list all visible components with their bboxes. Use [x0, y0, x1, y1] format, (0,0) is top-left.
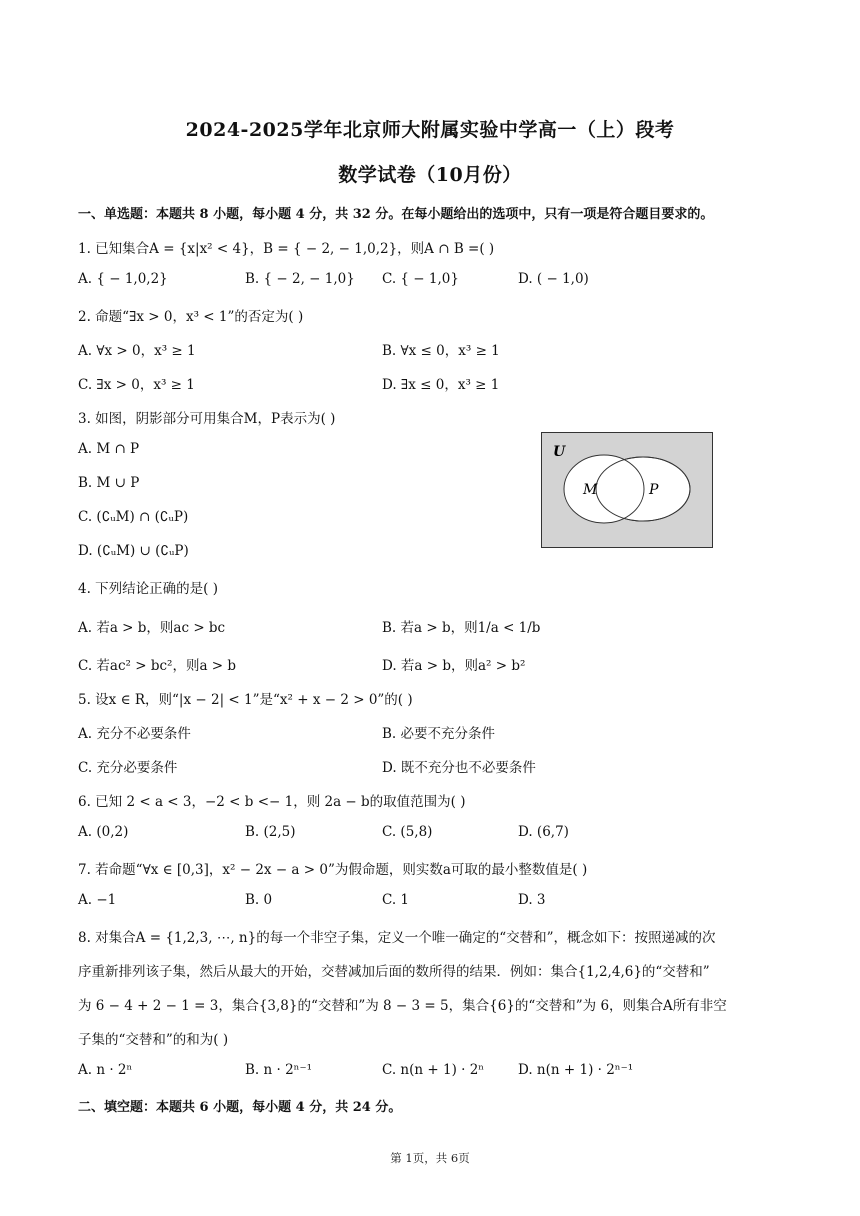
question-8-option-c: C. n(n + 1) · 2ⁿ	[382, 1062, 485, 1078]
question-2-stem: 2. 命题“∃x > 0，x³ < 1”的否定为( )	[78, 309, 304, 325]
question-5-option-c: C. 充分必要条件	[78, 760, 178, 776]
exam-subtitle: 数学试卷（10月份）	[338, 164, 522, 186]
venn-set-m	[564, 455, 644, 523]
question-4-option-d: D. 若a > b，则a² > b²	[382, 658, 526, 674]
question-5-stem: 5. 设x ∈ R，则“|x − 2| < 1”是“x² + x − 2 > 0”的( )	[78, 692, 413, 708]
question-2-option-a: A. ∀x > 0，x³ ≥ 1	[78, 343, 196, 359]
question-3-option-d: D. (∁ᵤM) ∪ (∁ᵤP)	[78, 543, 189, 559]
question-3-option-a: A. M ∩ P	[78, 441, 140, 457]
question-4-option-a: A. 若a > b，则ac > bc	[78, 620, 226, 636]
question-1-option-a: A. { − 1,0,2}	[78, 271, 168, 287]
question-3-option-c: C. (∁ᵤM) ∩ (∁ᵤP)	[78, 509, 189, 525]
page-footer: 第 1页，共 6页	[390, 1151, 470, 1165]
question-7-option-a: A. −1	[78, 892, 117, 908]
question-4-option-c: C. 若ac² > bc²，则a > b	[78, 658, 237, 674]
question-1-stem: 1. 已知集合A = {x|x² < 4}，B = { − 2, − 1,0,2}，则A ∩ B =( )	[78, 241, 495, 257]
question-4-option-b: B. 若a > b，则1/a < 1/b	[382, 620, 541, 636]
question-8-stem-line-4: 子集的“交替和”的和为( )	[78, 1032, 229, 1048]
question-6-option-d: D. (6,7)	[518, 824, 569, 840]
question-6-option-b: B. (2,5)	[245, 824, 296, 840]
venn-label-p: P	[649, 482, 659, 498]
question-1-option-c: C. { − 1,0}	[382, 271, 459, 287]
question-5-option-d: D. 既不充分也不必要条件	[382, 760, 536, 776]
question-8-stem-line-2: 序重新排列该子集，然后从最大的开始，交替减加后面的数所得的结果．例如：集合{1,2,4,6}的“交替和”	[78, 964, 710, 980]
question-8-stem-line-1: 8. 对集合A = {1,2,3, ⋯, n}的每一个非空子集，定义一个唯一确定的“交替和”，概念如下：按照递减的次	[78, 930, 716, 946]
question-1-option-d: D. ( − 1,0)	[518, 271, 589, 287]
question-6-option-c: C. (5,8)	[382, 824, 433, 840]
venn-label-m: M	[583, 482, 598, 498]
question-7-option-c: C. 1	[382, 892, 410, 908]
question-5-option-b: B. 必要不充分条件	[382, 726, 496, 742]
question-8-stem-line-3: 为 6 − 4 + 2 − 1 = 3，集合{3,8}的“交替和”为 8 − 3 = 5，集合{6}的“交替和”为 6，则集合A所有非空	[78, 998, 727, 1014]
question-3-option-b: B. M ∪ P	[78, 475, 140, 491]
question-7-option-d: D. 3	[518, 892, 546, 908]
question-5-option-a: A. 充分不必要条件	[78, 726, 191, 742]
section-heading-fill-in: 二、填空题：本题共 6 小题，每小题 4 分，共 24 分。	[78, 1100, 402, 1115]
question-7-stem: 7. 若命题“∀x ∈ [0,3]，x² − 2x − a > 0”为假命题，则实数a可取的最小整数值是( )	[78, 862, 588, 878]
exam-title: 2024-2025学年北京师大附属实验中学高一（上）段考	[185, 119, 675, 141]
question-8-option-b: B. n · 2ⁿ⁻¹	[245, 1062, 313, 1078]
question-2-option-c: C. ∃x > 0，x³ ≥ 1	[78, 377, 195, 393]
question-8-option-a: A. n · 2ⁿ	[78, 1062, 133, 1078]
section-heading-single-choice: 一、单选题：本题共 8 小题，每小题 4 分，共 32 分。在每小题给出的选项中，只有一项是符合题目要求的。	[78, 207, 714, 222]
question-6-option-a: A. (0,2)	[78, 824, 129, 840]
question-2-option-d: D. ∃x ≤ 0，x³ ≥ 1	[382, 377, 500, 393]
venn-diagram	[541, 432, 713, 548]
question-3-stem: 3. 如图，阴影部分可用集合M，P表示为( )	[78, 411, 336, 427]
venn-label-u: U	[553, 444, 566, 460]
question-1-option-b: B. { − 2, − 1,0}	[245, 271, 355, 287]
question-7-option-b: B. 0	[245, 892, 273, 908]
question-6-stem: 6. 已知 2 < a < 3，−2 < b <− 1，则 2a − b的取值范围为( )	[78, 794, 466, 810]
question-2-option-b: B. ∀x ≤ 0，x³ ≥ 1	[382, 343, 500, 359]
question-8-option-d: D. n(n + 1) · 2ⁿ⁻¹	[518, 1062, 634, 1078]
question-4-stem: 4. 下列结论正确的是( )	[78, 581, 218, 597]
